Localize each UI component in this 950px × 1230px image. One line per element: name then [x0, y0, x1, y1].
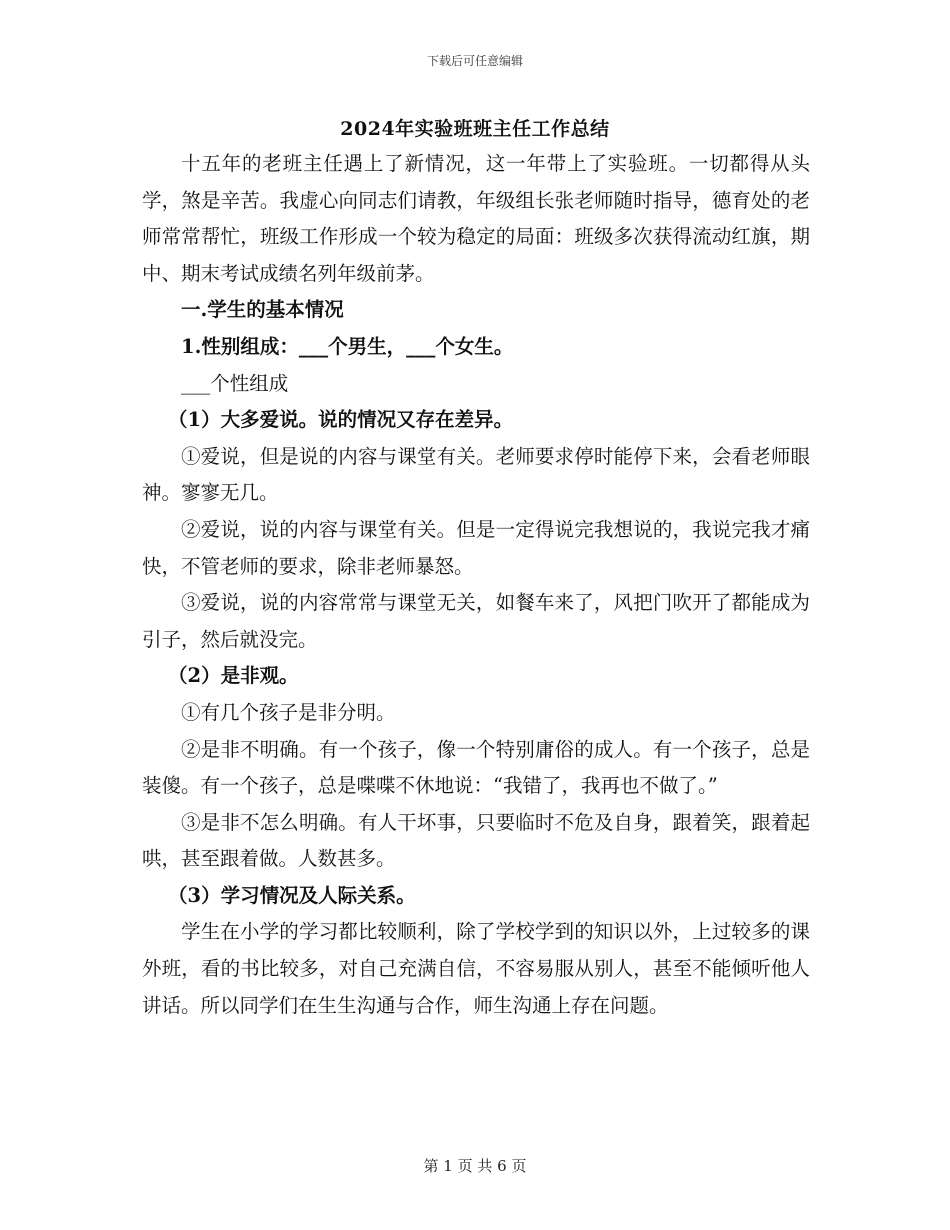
intro-paragraph: 十五年的老班主任遇上了新情况，这一年带上了实验班。一切都得从头学，煞是辛苦。我虚心向同志们请教，年级组长张老师随时指导，德育处的老师常常帮忙，班级工作形成一个较为稳定的局面：班级多次获得流动红旗，期中、期末考试成绩名列年级前茅。 [142, 152, 810, 285]
list-item: ①有几个孩子是非分明。 [181, 700, 396, 724]
list-item: ②是非不明确。有一个孩子，像一个特别庸俗的成人。有一个孩子，总是装傻。有一个孩子，总是喋喋不休地说：“我错了，我再也不做了。” [142, 737, 810, 798]
subsection-heading-personality: ___个性组成 [181, 371, 289, 395]
list-item: ③是非不怎么明确。有人干坏事，只要临时不危及自身，跟着笑，跟着起哄，甚至跟着做。人数甚多。 [142, 810, 810, 871]
list-item: ②爱说，说的内容与课堂有关。但是一定得说完我想说的，我说完我才痛快，不管老师的要求，除非老师暴怒。 [142, 517, 810, 578]
page-header-note: 下载后可任意编辑 [426, 54, 523, 68]
point-heading-talkative: （1）大多爱说。说的情况又存在差异。 [168, 408, 514, 432]
document-title: 2024年实验班班主任工作总结 [340, 118, 610, 140]
section-heading: 一.学生的基本情况 [181, 298, 344, 322]
list-item: ③爱说，说的内容常常与课堂无关，如餐车来了，风把门吹开了都能成为引子，然后就没完。 [142, 591, 810, 651]
subsection-heading-gender: 1.性别组成：___个男生，___个女生。 [181, 334, 514, 358]
list-item: ①爱说，但是说的内容与课堂有关。老师要求停时能停下来，会看老师眼神。寥寥无几。 [142, 444, 810, 505]
point-heading-values: （2）是非观。 [168, 664, 299, 688]
point-heading-study: （3）学习情况及人际关系。 [168, 883, 416, 907]
body-paragraph: 学生在小学的学习都比较顺利，除了学校学到的知识以外，上过较多的课外班，看的书比较多，对自己充满自信，不容易服从别人，甚至不能倾听他人讲话。所以同学们在生生沟通与合作，师生沟通上存在问题。 [142, 920, 810, 1017]
document-body [142, 146, 810, 1024]
page-number: 第 1 页 共 6 页 [423, 1157, 527, 1175]
